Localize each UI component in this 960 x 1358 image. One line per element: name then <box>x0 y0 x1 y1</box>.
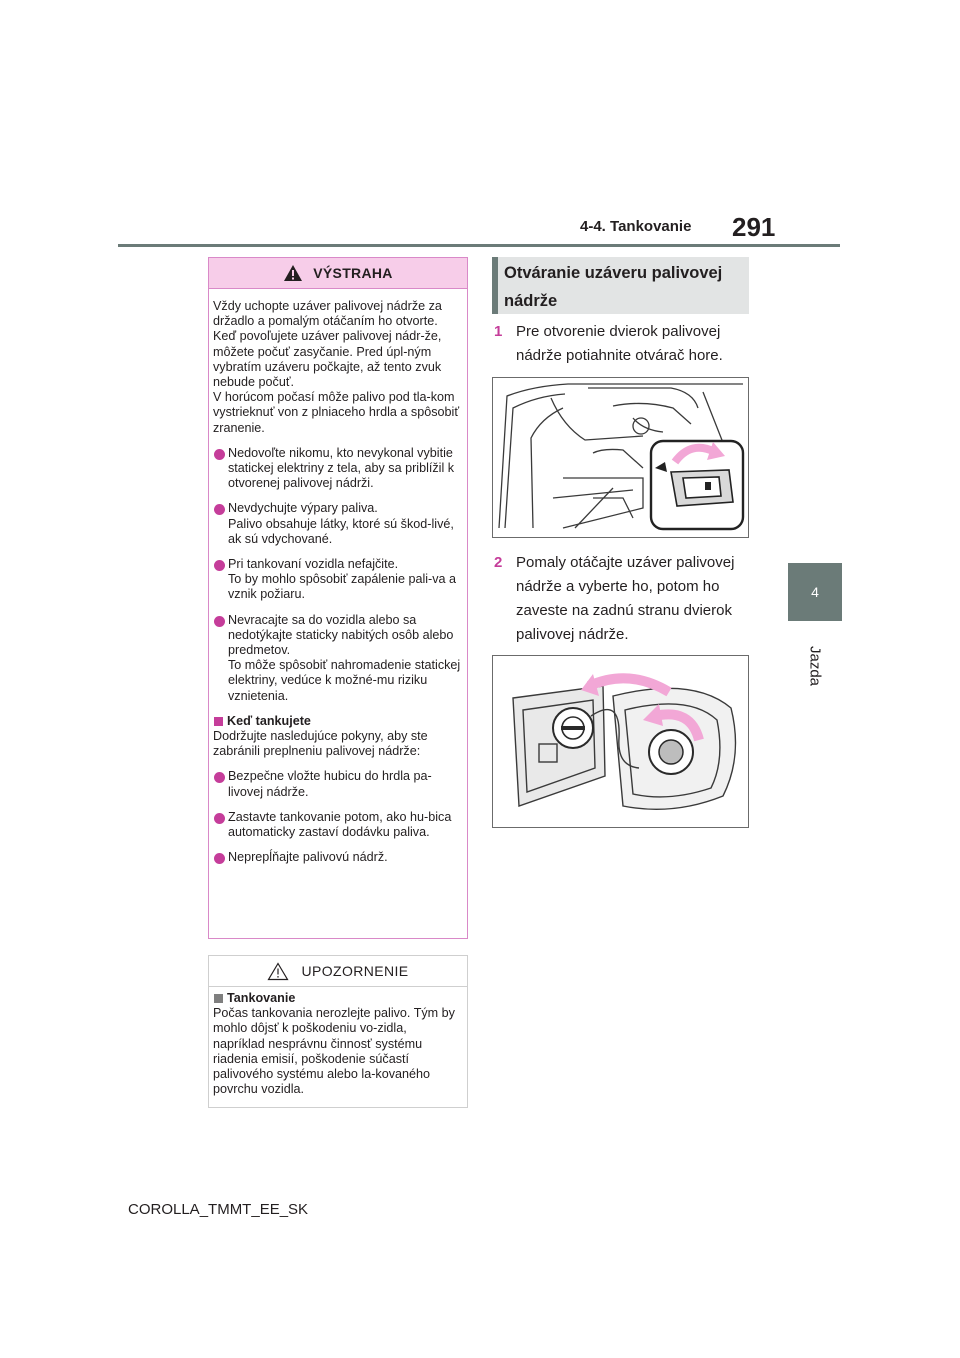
warning-subsection-title: Keď tankujete <box>227 713 311 728</box>
bullet-text: Pri tankovaní vozidla nefajčite. <box>228 557 399 572</box>
bullet-text: Nevdychujte výpary paliva. <box>228 501 378 516</box>
warning-subsection-heading <box>213 714 461 729</box>
chapter-label: Jazda <box>806 645 824 687</box>
bullet-icon <box>214 772 225 783</box>
warning-subsection-text: Dodržujte nasledujúce pokyny, aby ste zabránili preplneniu palivovej nádrže: <box>213 729 428 759</box>
caution-box <box>208 955 468 1108</box>
caution-header <box>209 956 467 987</box>
warning-box <box>208 257 468 939</box>
list-item <box>213 613 461 704</box>
warning-header <box>209 258 467 289</box>
list-item <box>213 501 461 547</box>
warning-title: VÝSTRAHA <box>313 265 393 281</box>
step-2 <box>494 551 754 647</box>
square-bullet-icon <box>214 717 223 726</box>
warning-triangle-icon <box>283 264 303 282</box>
caution-subsection-heading <box>213 991 461 1006</box>
fuel-cap-illustration <box>493 656 748 827</box>
bullet-text: Nevracajte sa do vozidla alebo sa nedotýkajte staticky nabitých osôb alebo predmetov. <box>228 612 454 658</box>
caution-subsection-title: Tankovanie <box>227 991 296 1005</box>
bullet-subtext: To by mohlo spôsobiť zapálenie pali-va a vznik požiaru. <box>228 572 457 602</box>
step-1 <box>494 320 754 368</box>
step-text: Pre otvorenie dvierok palivovej nádrže potiahnite otvárač hore. <box>516 323 723 364</box>
bullet-text: Bezpečne vložte hubicu do hrdla pa-livovej nádrže. <box>228 769 432 799</box>
bullet-icon <box>214 560 225 571</box>
bullet-icon <box>214 504 225 515</box>
step-text: Pomaly otáčajte uzáver palivovej nádrže a vyberte ho, potom ho zaveste na zadnú stranu dvierok palivovej nádrže. <box>516 554 735 643</box>
bullet-subtext: Palivo obsahuje látky, ktoré sú škod-livé, ak sú vdychované. <box>228 516 454 546</box>
warning-body <box>209 289 467 866</box>
figure-fuel-door-opener <box>492 377 749 538</box>
bullet-text: Zastavte tankovanie potom, ako hu-bica automaticky zastaví dodávku paliva. <box>228 809 452 840</box>
bullet-subtext: To môže spôsobiť nahromadenie statickej elektriny, vedúce k možné-mu riziku vznietenia. <box>228 658 461 703</box>
page-number: 291 <box>732 212 776 242</box>
fuel-door-opener-illustration <box>493 378 748 537</box>
step-number: 1 <box>494 323 503 340</box>
bullet-icon <box>214 813 225 824</box>
list-item <box>213 557 461 603</box>
chapter-tab[interactable]: 4 <box>788 563 842 621</box>
bullet-text: Neprepĺňajte palivovú nádrž. <box>228 850 388 865</box>
caution-triangle-icon <box>267 962 289 981</box>
header-rule <box>118 244 840 247</box>
list-item <box>213 769 461 799</box>
bullet-icon <box>214 616 225 627</box>
caution-text: Počas tankovania nerozlejte palivo. Tým by mohlo dôjsť k poškodeniu vo-zidla, napríklad nesprávnu činnosť systému riadenia emisií, poškodenie súčastí palivového systému alebo la-kovaného povrchu vozidla. <box>213 1006 455 1097</box>
list-item <box>213 810 461 840</box>
figure-fuel-cap <box>492 655 749 828</box>
header-section-title: 4-4. Tankovanie <box>580 218 692 235</box>
caution-title: UPOZORNENIE <box>301 963 409 979</box>
footer-doc-code: COROLLA_TMMT_EE_SK <box>128 1201 309 1218</box>
warning-intro: Vždy uchopte uzáver palivovej nádrže za držadlo a pomalým otáčaním ho otvorte. <box>213 299 442 329</box>
section-title: Otváranie uzáveru palivovej nádrže <box>492 257 749 314</box>
list-item <box>213 446 461 492</box>
bullet-text: Nedovoľte nikomu, kto nevykonal vybitie statickej elektriny z tela, aby sa priblížil k otvorenej palivovej nádrži. <box>228 445 455 491</box>
bullet-icon <box>214 449 225 460</box>
caution-body <box>209 987 467 1097</box>
bullet-icon <box>214 853 225 864</box>
square-bullet-icon <box>214 994 223 1003</box>
warning-intro-3: V horúcom počasí môže palivo pod tla-kom vystrieknuť von z plniaceho hrdla a spôsobiť zranenie. <box>213 390 460 435</box>
step-number: 2 <box>494 554 503 571</box>
list-item <box>213 850 461 865</box>
warning-intro-2: Keď povoľujete uzáver palivovej nádr-že, môžete počuť zasyčanie. Pred úpl-ným vybratím uzáveru počkajte, až tento zvuk nebude počuť. <box>213 329 442 390</box>
